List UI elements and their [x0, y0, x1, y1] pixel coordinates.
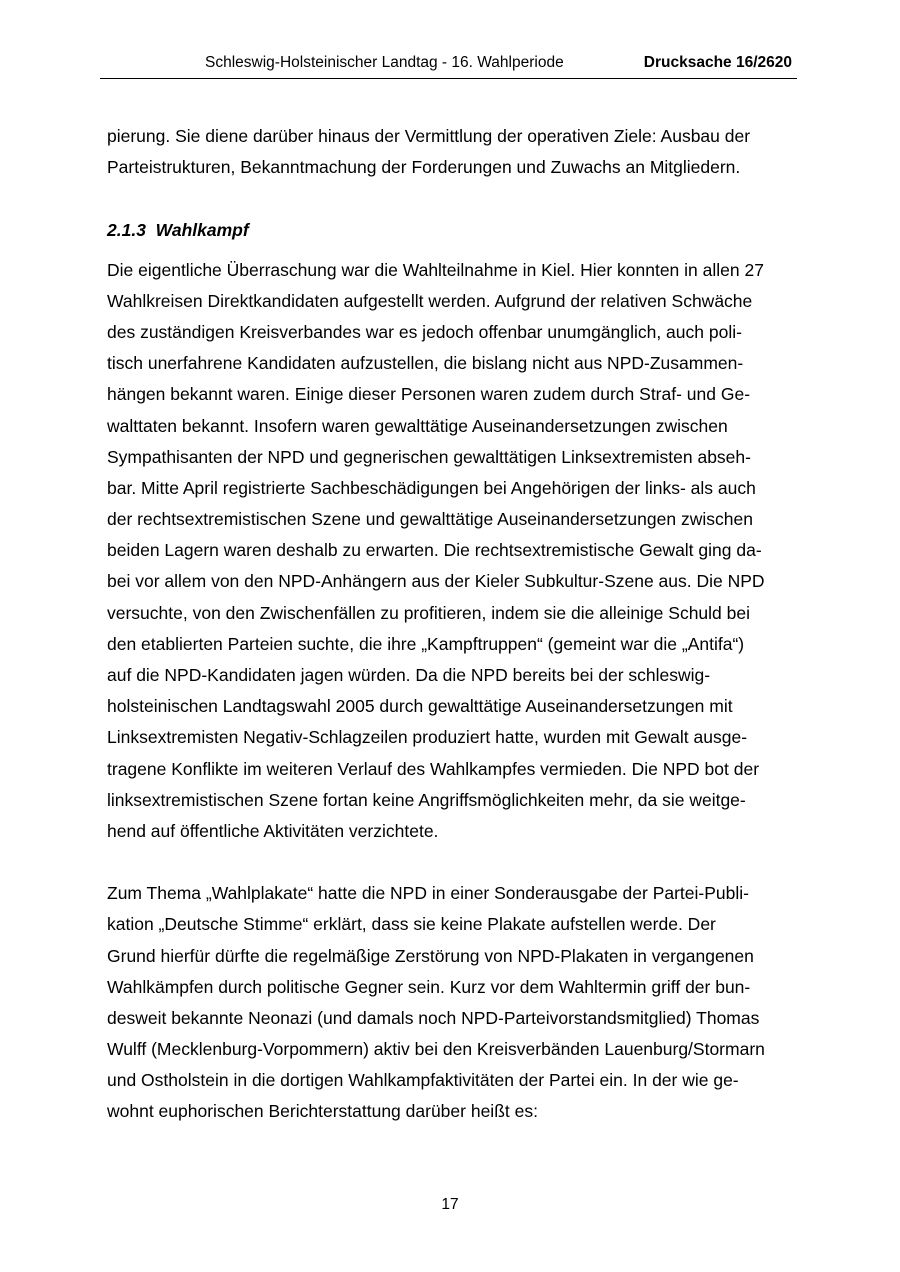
paragraph-2	[107, 255, 797, 848]
text-line: tragene Konflikte im weiteren Verlauf des Wahlkampfes vermieden. Die NPD bot der	[107, 758, 760, 779]
text-line: Sympathisanten der NPD und gegnerischen gewalttätigen Linksextremisten abseh-	[107, 446, 751, 467]
page-content	[107, 121, 797, 1128]
page-header	[100, 52, 797, 79]
text-line: desweit bekannte Neonazi (und damals noch NPD-Parteivorstandsmitglied) Thomas	[107, 1007, 760, 1028]
text-line: und Ostholstein in die dortigen Wahlkampfaktivitäten der Partei ein. In der wie ge-	[107, 1070, 739, 1091]
header-document-number: Drucksache 16/2620	[643, 54, 792, 71]
section-heading: 2.1.3 Wahlkampf	[107, 220, 249, 241]
paragraph-1	[107, 121, 797, 183]
text-line: bar. Mitte April registrierte Sachbeschädigungen bei Angehörigen der links- als auch	[107, 477, 756, 498]
text-line: wohnt euphorischen Berichterstattung darüber heißt es:	[107, 1101, 538, 1122]
text-line: beiden Lagern waren deshalb zu erwarten. Die rechtsextremistische Gewalt ging da-	[107, 540, 762, 561]
text-line: linksextremistischen Szene fortan keine Angriffsmöglichkeiten mehr, da sie weitge-	[107, 789, 746, 810]
text-line: des zuständigen Kreisverbandes war es jedoch offenbar unumgänglich, auch poli-	[107, 321, 742, 342]
text-line: bei vor allem von den NPD-Anhängern aus der Kieler Subkultur-Szene aus. Die NPD	[107, 571, 765, 592]
text-line: Wahlkreisen Direktkandidaten aufgestellt werden. Aufgrund der relativen Schwäche	[107, 290, 753, 311]
text-line: Wahlkämpfen durch politische Gegner sein. Kurz vor dem Wahltermin griff der bun-	[107, 976, 751, 997]
text-line: pierung. Sie diene darüber hinaus der Vermittlung der operativen Ziele: Ausbau der	[107, 126, 751, 146]
text-line: kation „Deutsche Stimme“ erklärt, dass sie keine Plakate aufstellen werde. Der	[107, 914, 716, 935]
text-line: Wulff (Mecklenburg-Vorpommern) aktiv bei den Kreisverbänden Lauenburg/Stormarn	[107, 1039, 765, 1060]
text-line: Linksextremisten Negativ-Schlagzeilen produziert hatte, wurden mit Gewalt ausge-	[107, 727, 748, 748]
text-line: Grund hierfür dürfte die regelmäßige Zerstörung von NPD-Plakaten in vergangenen	[107, 945, 754, 966]
text-line: holsteinischen Landtagswahl 2005 durch gewalttätige Auseinandersetzungen mit	[107, 696, 733, 717]
text-line: tisch unerfahrene Kandidaten aufzustellen, die bislang nicht aus NPD-Zusammen-	[107, 353, 744, 374]
text-line: der rechtsextremistischen Szene und gewalttätige Auseinandersetzungen zwischen	[107, 509, 753, 530]
text-line: versuchte, von den Zwischenfällen zu profitieren, indem sie die alleinige Schuld bei	[107, 602, 751, 623]
text-line: Die eigentliche Überraschung war die Wahlteilnahme in Kiel. Hier konnten in allen 27	[107, 259, 764, 280]
text-line: walttaten bekannt. Insofern waren gewalttätige Auseinandersetzungen zwischen	[107, 415, 728, 436]
text-line: den etablierten Parteien suchte, die ihre „Kampftruppen“ (gemeint war die „Antifa“)	[107, 633, 745, 654]
paragraph-3	[107, 878, 797, 1128]
text-line: auf die NPD-Kandidaten jagen würden. Da die NPD bereits bei der schleswig-	[107, 665, 711, 685]
text-line: hend auf öffentliche Aktivitäten verzichtete.	[107, 820, 439, 841]
text-line: hängen bekannt waren. Einige dieser Personen waren zudem durch Straf- und Ge-	[107, 384, 751, 405]
text-line: Parteistrukturen, Bekanntmachung der Forderungen und Zuwachs an Mitgliedern.	[107, 157, 741, 178]
text-line: Zum Thema „Wahlplakate“ hatte die NPD in einer Sonderausgabe der Partei-Publi-	[107, 883, 749, 904]
header-title: Schleswig-Holsteinischer Landtag - 16. Wahlperiode	[205, 54, 564, 71]
page-number: 17	[441, 1196, 459, 1213]
